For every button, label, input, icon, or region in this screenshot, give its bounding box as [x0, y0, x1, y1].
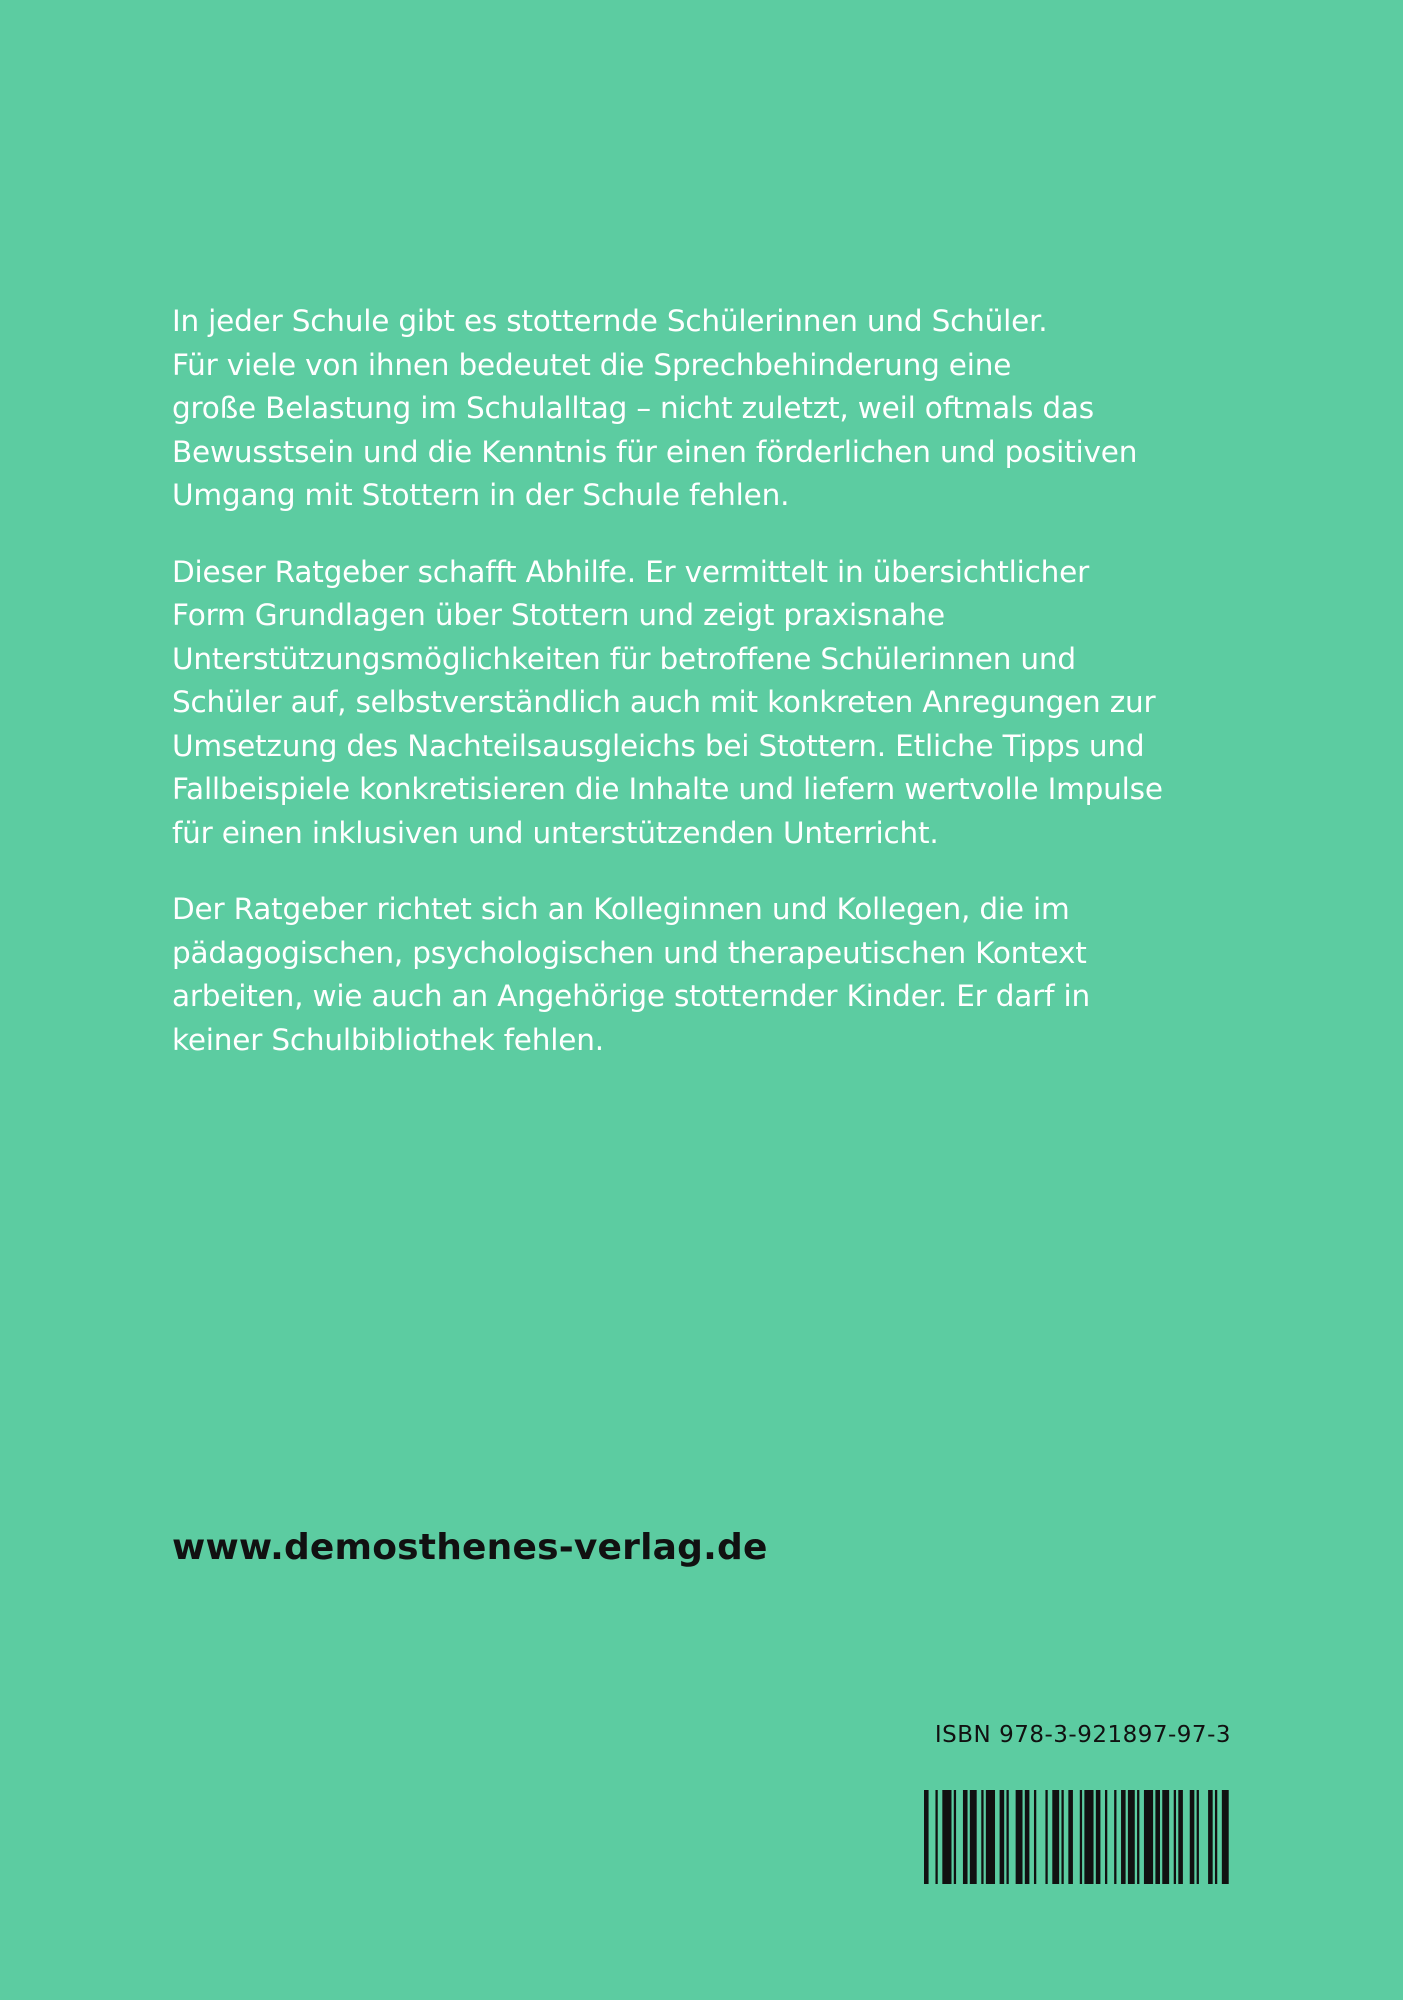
blurb-paragraph-2 — [172, 551, 1252, 856]
blurb-line: Dieser Ratgeber schafft Abhilfe. Er vermittelt in übersichtlicher — [172, 554, 1089, 589]
barcode — [924, 1790, 1231, 1884]
isbn-label: ISBN 978-3-921897-97-3 — [934, 1722, 1231, 1748]
barcode-bar — [1215, 1790, 1217, 1884]
blurb-line: für einen inklusiven und unterstützenden Unterricht. — [172, 815, 939, 850]
back-cover-blurb — [172, 300, 1252, 1095]
blurb-line: Der Ratgeber richtet sich an Kolleginnen und Kollegen, die im — [172, 892, 1070, 926]
blurb-line: Für viele von ihnen bedeutet die Sprechbehinderung eine — [172, 347, 1012, 382]
blurb-line: Unterstützungsmöglichkeiten für betroffene Schülerinnen und — [172, 641, 1076, 676]
barcode-bar — [1045, 1790, 1047, 1884]
barcode-bar — [1144, 1790, 1153, 1884]
barcode-bar — [1121, 1790, 1126, 1884]
barcode-bar — [935, 1790, 937, 1884]
barcode-bar — [1080, 1790, 1082, 1884]
barcode-bar — [1034, 1790, 1036, 1884]
barcode-bar — [1178, 1790, 1183, 1884]
barcode-bar — [1096, 1790, 1101, 1884]
barcode-bar — [970, 1790, 977, 1884]
blurb-line: Fallbeispiele konkretisieren die Inhalte und liefern wertvolle Impulse — [172, 772, 1163, 806]
barcode-bar — [1137, 1790, 1139, 1884]
barcode-bar — [1208, 1790, 1213, 1884]
blurb-line: Schüler auf, selbstverständlich auch mit konkreten Anregungen zur — [172, 685, 1156, 719]
barcode-bar — [1128, 1790, 1135, 1884]
blurb-paragraph-1 — [172, 300, 1252, 518]
blurb-line: Form Grundlagen über Stottern und zeigt praxisnahe — [172, 598, 945, 632]
blurb-line: Bewusstsein und die Kenntnis für einen förderlichen und positiven — [172, 434, 1138, 469]
barcode-bar — [924, 1790, 929, 1884]
barcode-bar — [1068, 1790, 1073, 1884]
barcode-bar — [1006, 1790, 1008, 1884]
blurb-line: In jeder Schule gibt es stotternde Schülerinnen und Schüler. — [172, 304, 1048, 338]
barcode-bar — [1162, 1790, 1169, 1884]
barcode-bar — [981, 1790, 983, 1884]
publisher-website: www.demosthenes-verlag.de — [172, 1527, 768, 1568]
blurb-line: keiner Schulbibliothek fehlen. — [172, 1022, 604, 1057]
blurb-line: arbeiten, wie auch an Angehörige stotternder Kinder. Er darf in — [172, 979, 1090, 1013]
barcode-bar — [1084, 1790, 1093, 1884]
blurb-paragraph-3 — [172, 888, 1252, 1062]
barcode-bar — [1190, 1790, 1195, 1884]
barcode-bar — [942, 1790, 951, 1884]
blurb-line: Umgang mit Stottern in der Schule fehlen. — [172, 478, 790, 512]
barcode-bar — [1000, 1790, 1005, 1884]
barcode-bar — [1025, 1790, 1030, 1884]
barcode-bar — [1052, 1790, 1059, 1884]
barcode-bar — [954, 1790, 956, 1884]
barcode-bar — [1114, 1790, 1116, 1884]
barcode-bar — [963, 1790, 968, 1884]
blurb-line: pädagogischen, psychologischen und therapeutischen Kontext — [172, 935, 1087, 970]
blurb-line: große Belastung im Schulalltag – nicht zuletzt, weil oftmals das — [172, 391, 1094, 425]
barcode-bar — [1155, 1790, 1160, 1884]
blurb-line: Umsetzung des Nachteilsausgleichs bei Stottern. Etliche Tipps und — [172, 728, 1145, 763]
barcode-bar — [1061, 1790, 1063, 1884]
barcode-bar — [1016, 1790, 1023, 1884]
barcode-bar — [986, 1790, 995, 1884]
barcode-bar — [1222, 1790, 1229, 1884]
barcode-bar — [1197, 1790, 1199, 1884]
barcode-bar — [1174, 1790, 1176, 1884]
barcode-bar — [1105, 1790, 1107, 1884]
